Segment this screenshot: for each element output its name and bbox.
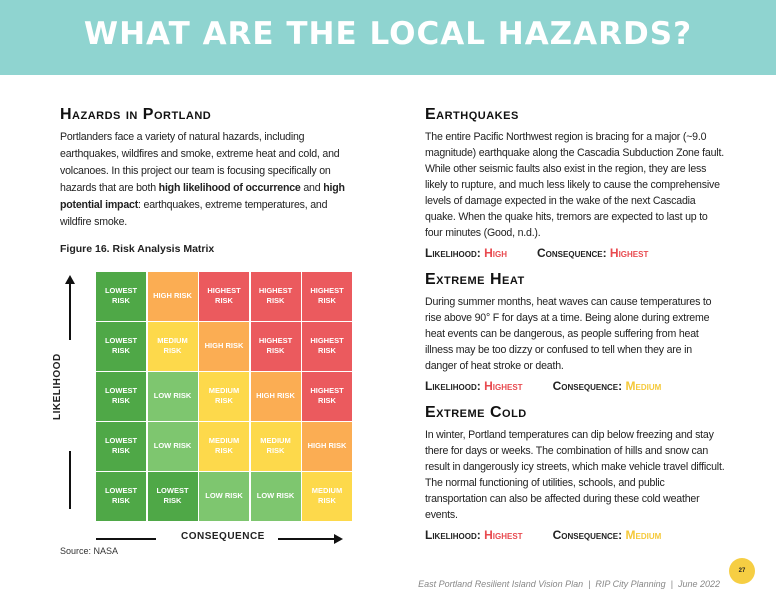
likelihood-rating	[425, 527, 523, 543]
source-note: Source: NASA	[60, 546, 119, 556]
matrix-cell-lowest: LOWEST RISK	[96, 422, 146, 471]
emphasis: high potential impact	[60, 182, 345, 211]
likelihood-label: Likelihood:	[425, 528, 481, 542]
likelihood-value: Highest	[484, 379, 523, 393]
hazards-paragraph	[60, 129, 360, 231]
likelihood-rating	[425, 378, 523, 394]
hazard-section	[425, 404, 725, 543]
matrix-cell-medium: MEDIUM RISK	[199, 422, 249, 471]
matrix-cell-high: HIGH RISK	[148, 272, 198, 321]
matrix-cell-medium: MEDIUM RISK	[199, 372, 249, 421]
title-banner	[0, 0, 776, 75]
likelihood-label: Likelihood:	[425, 379, 481, 393]
section-heading: Earthquakes	[425, 106, 519, 123]
hazard-section	[425, 106, 725, 261]
section-text: The entire Pacific Northwest region is bracing for a major (~9.0 magnitude) earthquake along the Cascadia Subduction Zone fault. While other seismic faults also exist in the region, they are less likely to rupture, and much less likely to cause the comprehensive levels of damage expected in the wake of the next Cascadia quake. When the quake hits, tremors are expected to last up to four minutes (Good, n.d.).	[425, 131, 724, 239]
page-number-badge: 27	[729, 558, 755, 584]
hazards-heading: Hazards in Portland	[60, 106, 212, 123]
consequence-axis-label: CONSEQUENCE	[181, 531, 265, 542]
text: : earthquakes, extreme temperatures, and wildfire smoke.	[60, 199, 328, 228]
matrix-cell-highest: HIGHEST RISK	[302, 272, 352, 321]
matrix-cell-lowest: LOWEST RISK	[96, 322, 146, 371]
matrix-cell-highest: HIGHEST RISK	[302, 372, 352, 421]
hazard-section	[425, 271, 725, 394]
likelihood-arrow-line	[69, 282, 71, 340]
consequence-rating	[553, 378, 662, 394]
matrix-cell-highest: HIGHEST RISK	[199, 272, 249, 321]
consequence-value: Medium	[625, 528, 662, 542]
matrix-cell-lowest: LOWEST RISK	[148, 472, 198, 521]
matrix-cell-lowest: LOWEST RISK	[96, 272, 146, 321]
likelihood-value: High	[484, 246, 508, 260]
arrow-right-icon	[334, 534, 343, 544]
left-column	[60, 106, 360, 255]
section-heading: Extreme Heat	[425, 271, 525, 288]
matrix-cell-low: LOW RISK	[148, 422, 198, 471]
matrix-cell-lowest: LOWEST RISK	[96, 372, 146, 421]
matrix-cell-high: HIGH RISK	[302, 422, 352, 471]
consequence-rating	[537, 245, 648, 261]
matrix-cell-highest: HIGHEST RISK	[251, 322, 301, 371]
consequence-value: Medium	[625, 379, 662, 393]
rating-row	[425, 378, 725, 394]
page-title: WHAT ARE THE LOCAL HAZARDS?	[83, 15, 693, 52]
matrix-cell-highest: HIGHEST RISK	[251, 272, 301, 321]
consequence-label: Consequence:	[552, 528, 623, 542]
consequence-arrow-line	[278, 538, 336, 540]
consequence-label: Consequence:	[537, 246, 607, 260]
likelihood-rating	[425, 245, 507, 261]
matrix-cell-low: LOW RISK	[199, 472, 249, 521]
likelihood-value: Highest	[484, 528, 523, 542]
likelihood-axis-label: LIKELIHOOD	[52, 353, 63, 420]
risk-matrix	[96, 272, 348, 521]
matrix-cell-highest: HIGHEST RISK	[302, 322, 352, 371]
section-text: During summer months, heat waves can cause temperatures to rise above 90° F for days at a time. Being alone during extreme heat events can be dangerous, as people suffering from heat illness may be too dizzy or confused to tell when they are in danger of heat stroke or death.	[425, 296, 712, 372]
consequence-rating	[553, 527, 662, 543]
section-text: In winter, Portland temperatures can dip below freezing and stay there for days or weeks. The combination of hills and snow can result in dangerously icy streets, which make vehicle travel difficult. The normal functioning of utilities, schools, and public transportation can also be affected during these cold weather events.	[425, 429, 725, 521]
figure-caption: Figure 16. Risk Analysis Matrix	[60, 243, 215, 255]
rating-row	[425, 527, 725, 543]
likelihood-label: Likelihood:	[425, 246, 481, 260]
likelihood-line	[69, 451, 71, 509]
text: and	[300, 182, 324, 194]
arrow-up-icon	[65, 275, 75, 284]
matrix-cell-medium: MEDIUM RISK	[148, 322, 198, 371]
text: Portlanders face a variety of natural hazards, including earthquakes, wildfires and smoke, extreme heat and cold, and volcanoes. In this project our team is focusing specifically on hazards that are both	[60, 131, 340, 194]
matrix-cell-medium: MEDIUM RISK	[251, 422, 301, 471]
right-column	[425, 106, 725, 553]
consequence-label: Consequence:	[552, 379, 623, 393]
consequence-value: Highest	[609, 246, 649, 260]
matrix-cell-low: LOW RISK	[148, 372, 198, 421]
emphasis: high likelihood of occurrence	[158, 182, 301, 194]
rating-row	[425, 245, 725, 261]
matrix-cell-medium: MEDIUM RISK	[302, 472, 352, 521]
footer-text: East Portland Resilient Island Vision Plan | RIP City Planning | June 2022	[418, 579, 720, 589]
section-heading: Extreme Cold	[425, 404, 527, 421]
consequence-line	[96, 538, 156, 540]
matrix-cell-low: LOW RISK	[251, 472, 301, 521]
matrix-cell-lowest: LOWEST RISK	[96, 472, 146, 521]
matrix-cell-high: HIGH RISK	[251, 372, 301, 421]
matrix-cell-high: HIGH RISK	[199, 322, 249, 371]
